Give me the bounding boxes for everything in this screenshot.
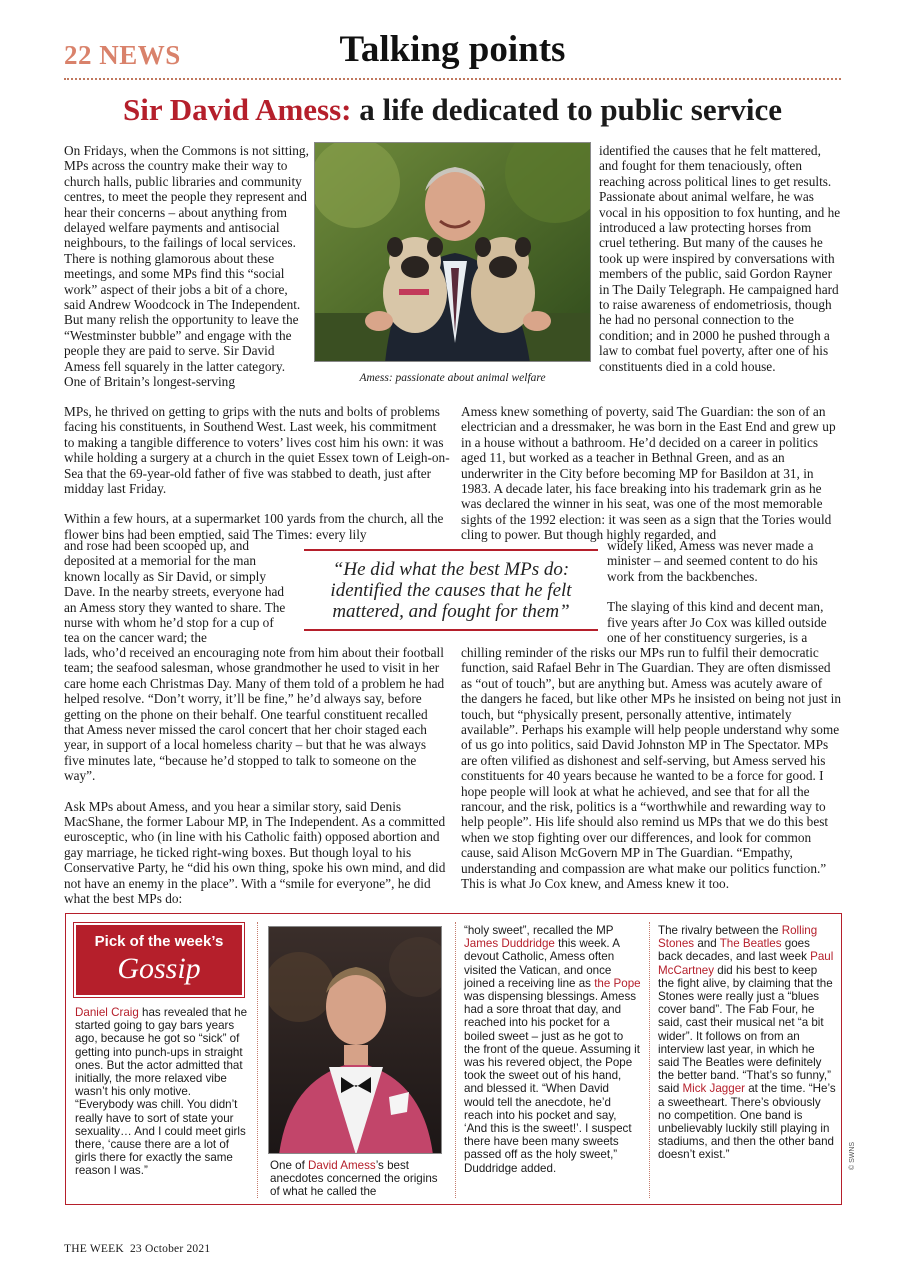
article-paragraph: The slaying of this kind and decent man, five years after Jo Cox was killed outside one of her constituency surgeries, is a xyxy=(607,599,827,646)
article-col1-narrow xyxy=(64,538,292,646)
article-paragraph: widely liked, Amess was never made a minister – and seemed content to do his work from the backbenches. xyxy=(607,538,818,584)
article-paragraph: MPs, he thrived on getting to grips with the nuts and bolts of problems facing his constituents, in Southend West. Last week, his commitment to making a tangible difference to voters’ lives cost him his own: it was while holding a surgery at a church in the quiet Essex town of Leigh-on-Sea that the 69-year-old father of five was stabbed to death, just after midday last Friday. xyxy=(64,404,450,497)
amess-photo xyxy=(314,142,591,362)
header-divider xyxy=(64,78,841,80)
photo-caption: Amess: passionate about animal welfare xyxy=(359,372,546,384)
article-headline xyxy=(64,92,841,128)
article-paragraph: lads, who’d received an encouraging note from him about their football team; the seafood salesman, whose grandmother he used to visit in her care home each Christmas Day. Many of them told of a problem he had helped resolve. “Don’t worry, it’ll be fine,” he’d always say, before getting on the phone on their behalf. One tearful constituent recalled that Amess never missed the carol concert that her choir staged each year, in support of a local homeless charity – but that he was always five minutes late, “because he’d stopped to talk to someone on the way”. xyxy=(64,645,445,784)
amess-with-dogs-image xyxy=(315,143,591,362)
article-col2-narrow xyxy=(607,538,841,645)
gossip-name: Daniel Craig xyxy=(75,1006,139,1019)
gossip-divider xyxy=(455,922,456,1198)
pullquote-top-rule xyxy=(304,549,598,551)
headline-rest: a life dedicated to public service xyxy=(351,92,782,127)
article-col1-cont xyxy=(64,404,450,542)
gossip-text: has revealed that he started going to gay bars years ago, because he got so “sick” of getting into punch-ups in straight ones. But the actor admitted that initially, the more relaxed vibe wasn’t his only motive. “Everybody was chill. You didn’t really have to sort of state your sexuality… And I could meet girls there, ‘cause there are a lot of girls there for exactly the same reason I was.” xyxy=(75,1006,248,1178)
article-paragraph: Within a few hours, at a supermarket 100 yards from the church, all the flower bins had been emptied, said The Times: every lily xyxy=(64,511,444,542)
page-title: Talking points xyxy=(339,29,566,70)
gossip-item-amess xyxy=(270,1159,446,1199)
article-paragraph: Amess knew something of poverty, said The Guardian: the son of an electrician and a dressmaker, he was born in the East End and grew up in a house without a bathroom. He’d decided on a career in politics aged 11, but worked as a teacher in Bethnal Green, and as an underwriter in the City before becoming MP for Basildon at 31, in 1983. A decade later, his face breaking into his trademark grin as he was declared the winner in his seat, was one of the most memorable sights of the 1992 election: it was seen as a sign that the Tories would cling to power. But though highly regarded, and xyxy=(461,404,836,543)
gossip-text: “holy sweet”, recalled the MP xyxy=(464,924,614,937)
gossip-badge xyxy=(74,923,244,997)
gossip-badge-word: Gossip xyxy=(117,952,201,985)
gossip-name: Paul McCartney xyxy=(658,950,834,977)
article-paragraph: Ask MPs about Amess, and you hear a similar story, said Denis MacShane, the former Labour MP, in The Independent. As a committed eurosceptic, who (in line with his Catholic faith) opposed abortion and gay marriage, he ticked right-wing boxes. But though loyal to his Conservative Party, he “did his own thing, spoke his own mind, and did not have an enemy in the place”. With a “smile for everyone”, he did what the best MPs do: xyxy=(64,798,446,907)
gossip-item-holy-sweet xyxy=(464,924,642,1175)
gossip-divider xyxy=(649,922,650,1198)
headline-name: Sir David Amess: xyxy=(122,92,352,127)
article-paragraph: chilling reminder of the risks our MPs run to fulfil their democratic function, said Rafael Behr in The Guardian. They are often dismissed as “out of touch”, but are anything but. Amess was acutely aware of the dangers he faced, but like other MPs he insisted on being not just in touch, but “physically present, personally attentive, intimately available”. Perhaps his example will help people understand why some of us go into politics, said David Johnston MP in The Spectator. MPs are often vilified as dishonest and self-serving, but Amess served his constituents for 40 years because he wanted to be a force for good. I hope people will look at what he achieved, and see that for all the rancour, and the risk, politics is a “worthwhile and rewarding way to help people”. His life should also remind us MPs that we do this best when we stop fighting over our differences, and look for common cause, said Alison McGovern MP in The Guardian. “Empathy, understanding and compassion are what make our politics function.” This is what Jo Cox knew, and Amess knew it too. xyxy=(461,645,841,892)
article-col3 xyxy=(599,143,841,374)
gossip-text: goes back decades, and last week xyxy=(658,937,811,964)
section-name: NEWS xyxy=(99,40,181,70)
gossip-badge-title: Pick of the week’s xyxy=(94,933,224,950)
gossip-text: One of xyxy=(270,1159,309,1172)
gossip-text: was dispensing blessings. Amess had a sore throat that day, and reached into his pocket for a boiled sweet – just as he got to the front of the queue. Assuming it was his revered object, the Pope took the sweet out of his hand, and blessed it. “When David would tell the anecdote, he’d reach into his pocket and say, ‘And this is the sweet!’. I suspect there have been many sweets passed off as the holy sweet,” Duddridge added. xyxy=(464,990,640,1175)
photo-credit: © SWNS xyxy=(849,1141,856,1170)
gossip-text: this week. A devout Catholic, Amess often visited the Vatican, and once joined a receiving line as xyxy=(464,937,620,990)
gossip-name: David Amess xyxy=(308,1159,376,1172)
gossip-text: and xyxy=(694,937,720,951)
gossip-name: James Duddridge xyxy=(464,937,555,951)
gossip-name: Mick Jagger xyxy=(682,1082,745,1096)
gossip-text: ’s best anecdotes concerned the origins of what he called the xyxy=(270,1159,438,1199)
craig-photo xyxy=(268,926,442,1154)
section-number: 22 xyxy=(64,40,92,70)
article-col2 xyxy=(461,404,841,543)
pull-quote: “He did what the best MPs do: identified the causes that he felt mattered, and fought for them” xyxy=(330,559,572,622)
gossip-item-stones-beatles xyxy=(658,924,836,1162)
gossip-text: did his best to keep the fight alive, by claiming that the Stones were really just a “blues cover band”. The Fab Four, he said, cast their musical net “a bit wider”. It follows on from an interview last year, in which he said The Beatles were definitely the better band. “That’s so funny,” said xyxy=(658,963,833,1096)
article-paragraph: and rose had been scooped up, and deposited at a memorial for the man known locally as Sir David, or simply Dave. In the nearby streets, everyone had an Amess story they wanted to share. The nurse with whom he’d stop for a cup of tea on the cancer ward; the xyxy=(64,538,286,646)
page-footer: THE WEEK 23 October 2021 xyxy=(64,1243,211,1255)
article-paragraph: identified the causes that he felt mattered, and fought for them tenaciously, often reaching across political lines to get results. Passionate about animal welfare, he was vocal in his opposition to fox hunting, and he introduced a law protecting horses from cruel tethering. But many of the causes he took up were inspired by conversations with members of the public, said Gordon Rayner in The Daily Telegraph. He campaigned hard to raise awareness of endometriosis, though he had no personal connection to the condition; and in 2000 he pushed through a law to combat fuel poverty, after one of his constituents died in a cold house. xyxy=(599,143,841,374)
gossip-divider xyxy=(257,922,258,1198)
daniel-craig-image xyxy=(269,927,442,1154)
article-col1-top xyxy=(64,143,309,390)
gossip-name: Rolling Stones xyxy=(658,924,818,951)
gossip-item-craig xyxy=(75,1006,251,1178)
article-col1-rest xyxy=(64,645,450,907)
article-col2-rest xyxy=(461,645,841,892)
gossip-name: The Beatles xyxy=(719,937,782,951)
gossip-text: at the time. “He’s a sweetheart. There’s obviously no competition. One band is unbelievably luckily still playing in stadiums, and then the other band doesn’t exist.” xyxy=(658,1082,836,1162)
article-paragraph: On Fridays, when the Commons is not sitting, MPs across the country make their way to church halls, public libraries and community centres, to meet the people they represent and hear their concerns – about anything from delayed welfare payments and antisocial neighbours, to the failings of local services. There is nothing glamorous about these meetings, and some MPs find this “social work” aspect of their jobs a bit of a chore, said Andrew Woodcock in The Independent. But many relish the opportunity to leave the “Westminster bubble” and engage with the people they are paid to serve. Sir David Amess fell squarely in the latter category. One of Britain’s longest-serving xyxy=(64,143,309,390)
gossip-name: the Pope xyxy=(594,976,641,990)
gossip-text: The rivalry between the xyxy=(658,924,782,937)
pullquote-bottom-rule xyxy=(304,629,598,631)
